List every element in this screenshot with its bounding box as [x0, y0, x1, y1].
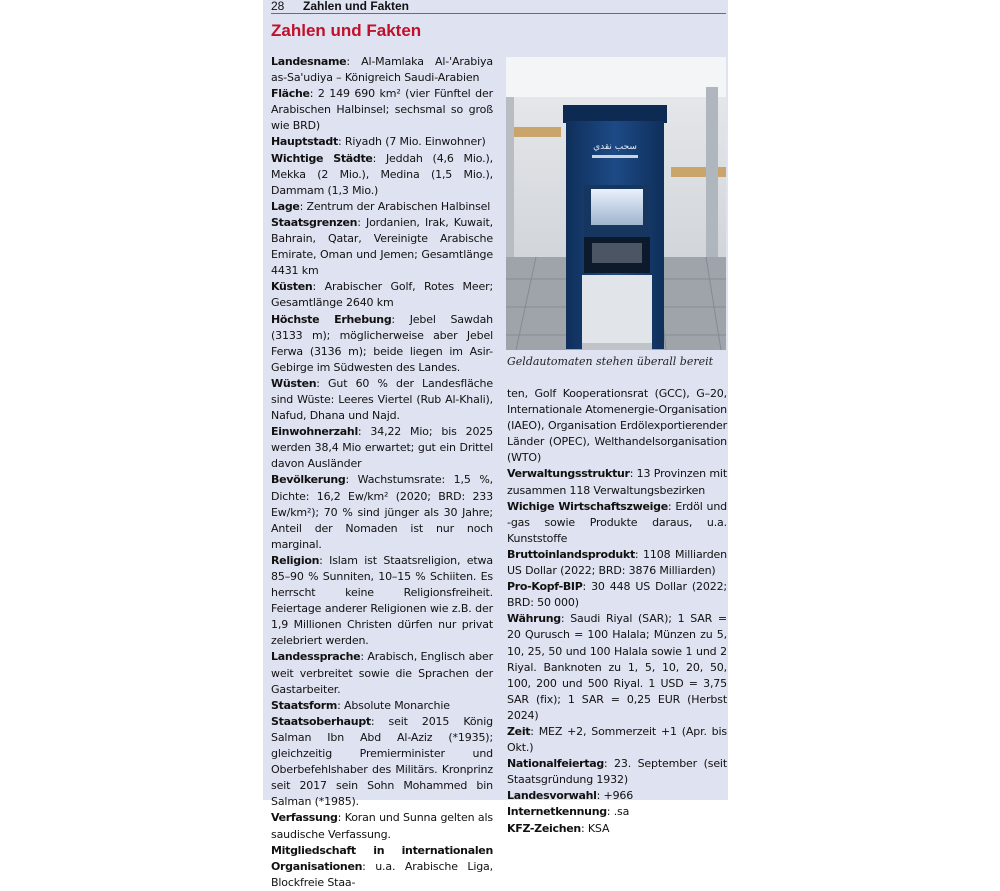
fact-text: : Erdöl und -gas sowie Produkte daraus, u.a. Kunststoffe: [507, 499, 727, 545]
fact-text: : Arabisch, Englisch aber weit verbreitet sowie die Sprachen der Gastarbeiter.: [271, 650, 493, 696]
fact-term: Küsten: [271, 280, 313, 294]
fact-term: Religion: [271, 553, 320, 567]
fact-entry: [271, 151, 493, 199]
section-title: Zahlen und Fakten: [271, 21, 422, 40]
fact-term: Nationalfeiertag: [507, 757, 604, 771]
fact-text: : 30 448 US Dollar (2022; BRD: 50 000): [507, 580, 727, 610]
fact-text: : seit 2015 König Salman Ibn Abd Al-Aziz (*1935); gleichzeitig Premierminister und Oberbefehlshaber des Militärs. Kronprinz seit 2017 sein Sohn Mohammed bin Salman (*1985).: [271, 714, 493, 809]
atm-logo-text: سحب نقدي: [593, 142, 637, 152]
fact-entry: [507, 611, 727, 724]
fact-term: Landessprache: [271, 650, 361, 664]
fact-entry: [507, 788, 727, 804]
fact-term: Bevölkerung: [271, 473, 346, 487]
fact-entry: [507, 547, 727, 579]
fact-entry: [271, 698, 493, 714]
fact-entry: [507, 821, 727, 837]
fact-term: Wichtige Städte: [271, 151, 373, 165]
fact-text: : 13 Provinzen mit zusammen 118 Verwaltungsbezirken: [507, 467, 727, 497]
fact-term: Wichige Wirtschaftszweige: [507, 499, 668, 513]
fact-entry: [507, 724, 727, 756]
fact-term: Währung: [507, 612, 561, 626]
fact-term: Landesname: [271, 55, 347, 68]
fact-term: Fläche: [271, 87, 310, 101]
fact-entry: [271, 199, 493, 215]
fact-entry: [271, 424, 493, 472]
fact-term: Höchste Erhebung: [271, 312, 392, 326]
fact-term: Verfassung: [271, 811, 338, 825]
fact-text: : Islam ist Staatsreligion, etwa 85–90 % Sunniten, 10–15 % Schiiten. Es herrscht keine Religionsfreiheit. Feiertage anderer Religionen wie z.B. der 1,9 Millionen Christen dürfen nur privat zelebriert werden.: [271, 553, 493, 648]
fact-entry: [507, 499, 727, 547]
fact-term: Bruttoinlandsprodukt: [507, 547, 635, 561]
running-head-title: Zahlen und Fakten: [303, 0, 410, 13]
fact-text: : Absolute Monarchie: [337, 698, 450, 712]
fact-term: Staatsform: [271, 698, 338, 712]
fact-text: : Jeddah (4,6 Mio.), Mekka (2 Mio.), Medina (1,5 Mio.), Dammam (1,3 Mio.): [271, 151, 493, 197]
fact-entry: [271, 54, 493, 86]
page-number: 28: [271, 0, 285, 13]
fact-term: Staatsgrenzen: [271, 215, 358, 229]
fact-term: Pro-Kopf-BIP: [507, 580, 583, 594]
fact-text: : +966: [596, 789, 634, 803]
fact-entry: [507, 579, 727, 611]
fact-entry: [507, 386, 727, 466]
fact-entry: [271, 472, 493, 552]
fact-text: : 2 149 690 km² (vier Fünftel der Arabischen Halbinsel; sechsmal so groß wie BRD): [271, 87, 493, 133]
fact-entry: [271, 843, 493, 891]
fact-term: Hauptstadt: [271, 135, 338, 149]
fact-text: : Wachstumsrate: 1,5 %, Dichte: 16,2 Ew/km² (2020; BRD: 233 Ew/km²); 70 % sind jünger als 30 Jahre; Anteil der Nomaden ist nur noch marginal.: [271, 473, 493, 551]
fact-term: Landesvorwahl: [507, 789, 597, 803]
fact-term: Einwohnerzahl: [271, 425, 358, 439]
fact-entry: [271, 553, 493, 650]
fact-entry: [271, 134, 493, 150]
fact-text: ten, Golf Kooperationsrat (GCC), G–20, Internationale Atomenergie-Organisation (IAEO), Organisation Erdölexportierender Länder (OPEC), Welthandelsorganisation (WTO): [507, 387, 727, 465]
fact-term: Internetkennung: [507, 805, 607, 819]
fact-text: : Koran und Sunna gelten als saudische Verfassung.: [271, 811, 493, 841]
fact-text: : .sa: [606, 805, 630, 819]
fact-text: : 1108 Milliarden US Dollar (2022; BRD: 3876 Milliarden): [507, 547, 727, 578]
fact-entry: [271, 312, 493, 376]
fact-entry: [271, 810, 493, 842]
fact-term: Verwaltungsstruktur: [507, 467, 630, 481]
fact-text: : Al-Mamlaka Al-'Arabiya as-Sa'udiya – Königreich Saudi-Arabien: [271, 55, 493, 85]
fact-term: Staatsoberhaupt: [271, 714, 371, 728]
fact-text: : MEZ +2, Sommerzeit +1 (Apr. bis Okt.): [507, 724, 727, 755]
fact-entry: [271, 714, 493, 811]
fact-term: Wüsten: [271, 376, 317, 390]
left-column: [271, 54, 493, 891]
fact-text: : Arabischer Golf, Rotes Meer; Gesamtlänge 2640 km: [271, 280, 493, 310]
fact-text: : Zentrum der Arabischen Halbinsel: [299, 199, 491, 213]
fact-text: : Gut 60 % der Landesfläche sind Wüste: Leeres Viertel (Rub Al-Khali), Nafud, Dhana und Najd.: [271, 376, 493, 423]
fact-entry: [507, 804, 727, 820]
fact-entry: [271, 215, 493, 279]
fact-term: Zeit: [507, 724, 531, 738]
fact-text: : Jebel Sawdah (3133 m); möglicherweise aber Jebel Ferwa (3136 m); beide liegen im Asir-Gebirge im Südwesten des Landes.: [271, 312, 493, 374]
fact-entry: [271, 376, 493, 424]
fact-text: : KSA: [580, 821, 610, 835]
fact-text: : 34,22 Mio; bis 2025 werden 38,4 Mio erwartet; gut ein Drittel davon Ausländer: [271, 425, 493, 471]
fact-text: : Saudi Riyal (SAR); 1 SAR = 20 Qurusch = 100 Halala; Münzen zu 5, 10, 25, 50 und 100 Halala sowie 1 und 2 Riyal. Banknoten zu 1, 5, 10, 20, 50, 100, 200 und 500 Riyal. 1 USD = 3,75 SAR (fix); 1 SAR = 0,25 EUR (Herbst 2024): [507, 612, 727, 722]
fact-term: Lage: [271, 199, 300, 213]
fact-entry: [271, 279, 493, 311]
fact-entry: [507, 756, 727, 788]
atm-photo: [506, 57, 726, 350]
fact-text: : Jordanien, Irak, Kuwait, Bahrain, Qatar, Vereinigte Arabische Emirate, Oman und Jemen; Gesamtlänge 4431 km: [271, 215, 493, 278]
fact-text: : u.a. Arabische Liga, Blockfreie Staa-: [271, 859, 493, 889]
fact-entry: [271, 649, 493, 697]
fact-entry: [271, 86, 493, 134]
fact-text: : 23. September (seit Staatsgründung 1932): [507, 757, 727, 787]
figure-caption: Geldautomaten stehen überall bereit: [507, 355, 714, 368]
fact-term: KFZ-Zeichen: [507, 821, 581, 835]
running-head: [271, 0, 726, 14]
fact-entry: [507, 466, 727, 498]
right-column: [507, 386, 727, 837]
fact-text: : Riyadh (7 Mio. Einwohner): [337, 135, 486, 149]
fact-term: Mitgliedschaft in internationalen Organisationen: [271, 843, 493, 873]
